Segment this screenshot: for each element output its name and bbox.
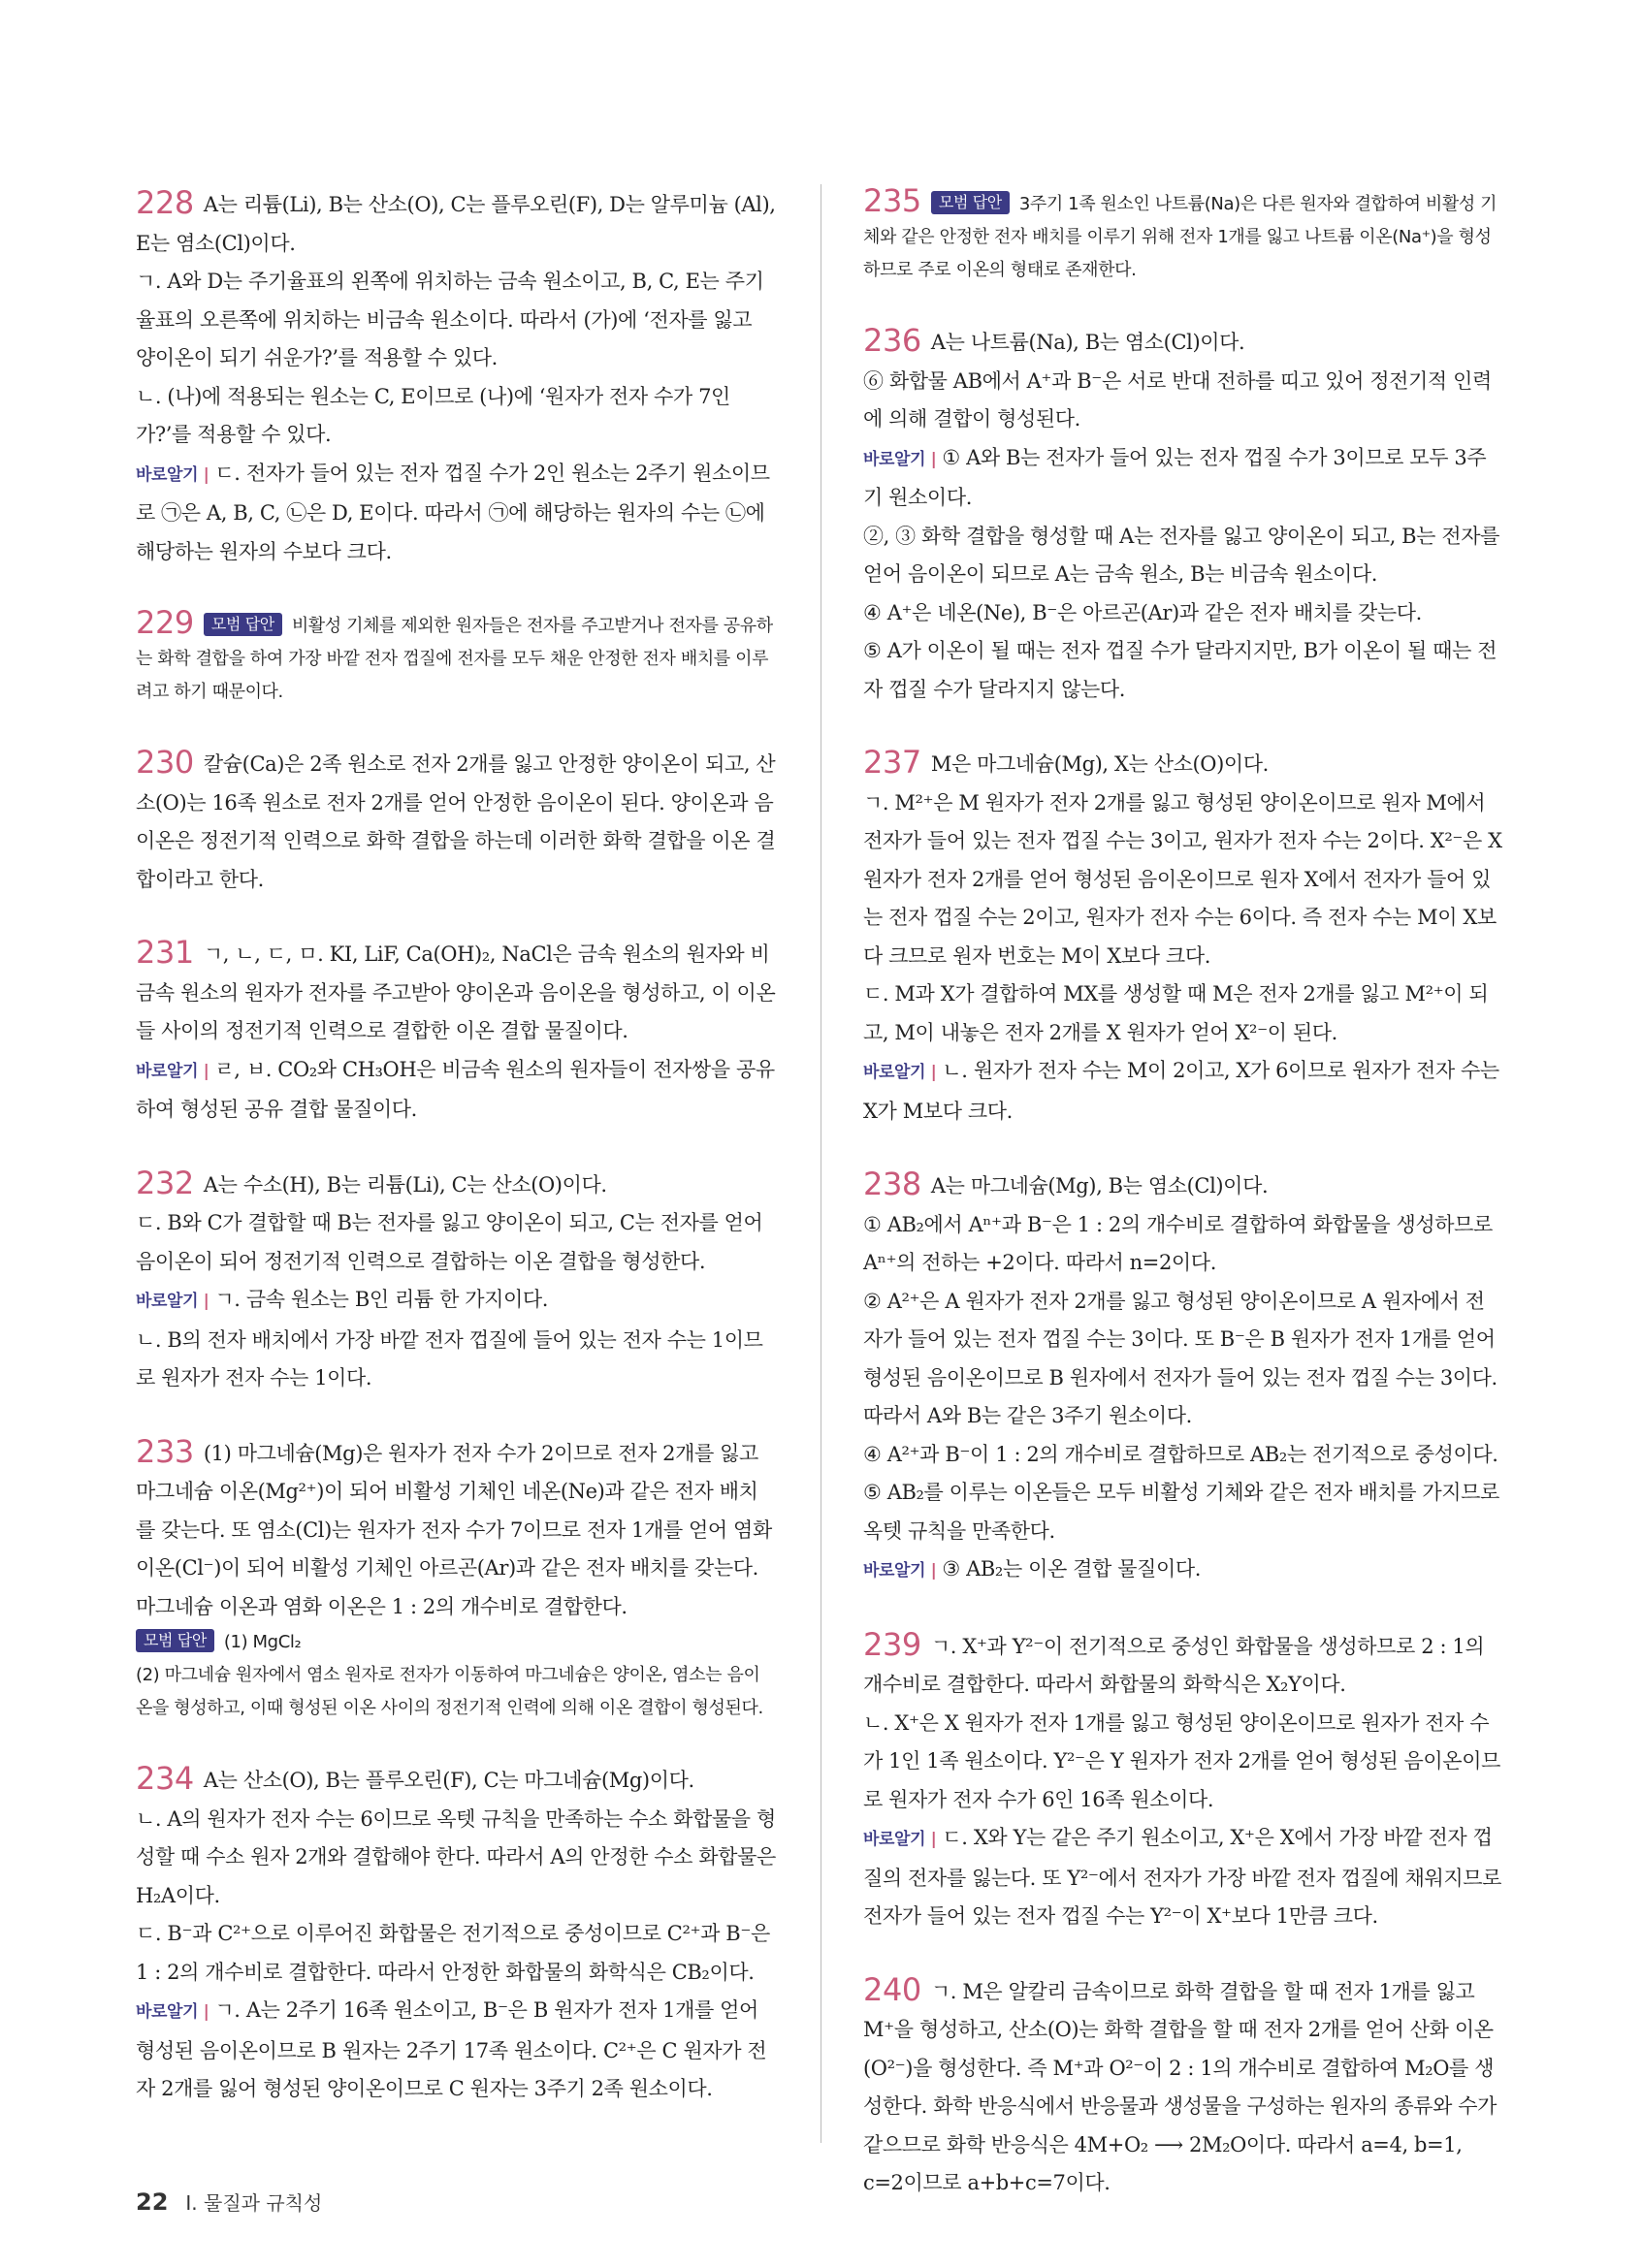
model-answer-text: 비활성 기체를 제외한 원자들은 전자를 주고받거나 전자를 공유하는 화학 결합을 하여 가장 바깥 전자 껍질에 전자를 모두 채운 안정한 전자 배치를 이루려고 하기 때문이다. bbox=[136, 616, 773, 702]
problem-text: ④ A⁺은 네온(Ne), B⁻은 아르곤(Ar)과 같은 전자 배치를 갖는다. bbox=[863, 600, 1422, 624]
problem-number: 233 bbox=[136, 1432, 194, 1470]
fix-label: 바로알기 | bbox=[136, 1292, 209, 1311]
problem-text: ㄷ. M과 X가 결합하여 MX를 생성할 때 M은 전자 2개를 잃고 M²⁺이 되고, M이 내놓은 전자 2개를 X 원자가 얻어 X²⁻이 된다. bbox=[863, 982, 1489, 1044]
problem-230 bbox=[136, 744, 776, 899]
problem-text: ㄴ. A의 원자가 전자 수는 6이므로 옥텟 규칙을 만족하는 수소 화합물을 형성할 때 수소 원자 2개와 결합해야 한다. 따라서 A의 안정한 수소 화합물은 H₂A이다. bbox=[136, 1806, 776, 1907]
problem-text: ⑥ 화합물 AB에서 A⁺과 B⁻은 서로 반대 전하를 띠고 있어 정전기적 인력에 의해 결합이 형성된다. bbox=[863, 368, 1492, 431]
problem-text: ㄱ. M²⁺은 M 원자가 전자 2개를 잃고 형성된 양이온이므로 원자 M에서 전자가 들어 있는 전자 껍질 수는 3이고, 원자가 전자 수는 2이다. X²⁻은 X 원자가 전자 2개를 얻어 형성된 음이온이므로 원자 X에서 전자가 들어 있는 전자 껍질 수는 2이고, 원자가 전자 수는 6이다. 즉 전자 수는 M이 X보다 크므로 원자 번호는 M이 X보다 크다. bbox=[863, 790, 1502, 968]
problem-text: ㄱ. X⁺과 Y²⁻이 전기적으로 중성인 화합물을 생성하므로 2 : 1의 개수비로 결합한다. 따라서 화합물의 화학식은 X₂Y이다. bbox=[863, 1634, 1485, 1696]
problem-text: A는 산소(O), B는 플루오린(F), C는 마그네슘(Mg)이다. bbox=[203, 1769, 694, 1792]
model-answer-text: (1) MgCl₂ bbox=[223, 1632, 302, 1652]
problem-236 bbox=[863, 322, 1503, 709]
problem-text: A는 나트륨(Na), B는 염소(Cl)이다. bbox=[930, 331, 1245, 354]
fix-text: ㄱ. A는 2주기 16족 원소이고, B⁻은 B 원자가 전자 1개를 얻어 형성된 음이온이므로 B 원자는 2주기 17족 원소이다. C²⁺은 C 원자가 전자 2개를 잃어 형성된 양이온이므로 C 원자는 3주기 2족 원소이다. bbox=[136, 1998, 767, 2100]
problem-239 bbox=[863, 1626, 1503, 1936]
fix-text: ㄷ. 전자가 들어 있는 전자 껍질 수가 2인 원소는 2주기 원소이므로 ㉠은 A, B, C, ㉡은 D, E이다. 따라서 ㉠에 해당하는 원자의 수는 ㉡에 해당하는 원자의 수보다 크다. bbox=[136, 461, 770, 563]
fix-text: ㄹ, ㅂ. CO₂와 CH₃OH은 비금속 원소의 원자들이 전자쌍을 공유하여 형성된 공유 결합 물질이다. bbox=[136, 1057, 775, 1121]
fix-text: ㄱ. 금속 원소는 B인 리튬 한 가지이다. bbox=[214, 1288, 549, 1311]
fix-text: ③ AB₂는 이온 결합 물질이다. bbox=[942, 1557, 1202, 1581]
fix-text: ① A와 B는 전자가 들어 있는 전자 껍질 수가 3이므로 모두 3주기 원소이다. bbox=[863, 445, 1487, 509]
problem-text: ⑤ A가 이온이 될 때는 전자 껍질 수가 달라지지만, B가 이온이 될 때는 전자 껍질 수가 달라지지 않는다. bbox=[863, 639, 1497, 701]
fix-label: 바로알기 | bbox=[863, 1561, 936, 1581]
section-title: Ⅰ. 물질과 규칙성 bbox=[185, 2191, 323, 2215]
page-footer bbox=[136, 2188, 322, 2216]
problem-text: A는 수소(H), B는 리튬(Li), C는 산소(O)이다. bbox=[203, 1172, 607, 1197]
problem-text: ㄴ. X⁺은 X 원자가 전자 1개를 잃고 형성된 양이온이므로 원자가 전자 수가 1인 1족 원소이다. Y²⁻은 Y 원자가 전자 2개를 얻어 형성된 음이온이므로 원자가 전자 수가 6인 16족 원소이다. bbox=[863, 1710, 1500, 1811]
problem-text: ②, ③ 화학 결합을 형성할 때 A는 전자를 잃고 양이온이 되고, B는 전자를 얻어 음이온이 되므로 A는 금속 원소, B는 비금속 원소이다. bbox=[863, 524, 1499, 586]
problem-228 bbox=[136, 184, 776, 571]
problem-number: 240 bbox=[863, 1970, 921, 2008]
fix-label: 바로알기 | bbox=[863, 1063, 936, 1082]
problem-number: 230 bbox=[136, 744, 194, 781]
problem-number: 229 bbox=[136, 604, 194, 641]
problem-text: ㄱ. A와 D는 주기율표의 왼쪽에 위치하는 금속 원소이고, B, C, E는 주기율표의 오른쪽에 위치하는 비금속 원소이다. 따라서 (가)에 ‘전자를 잃고 양이온이 되기 쉬운가?’를 적용할 수 있다. bbox=[136, 270, 764, 369]
fix-text: ㄴ. 원자가 전자 수는 M이 2이고, X가 6이므로 원자가 전자 수는 X가 M보다 크다. bbox=[863, 1059, 1499, 1123]
problem-text: 칼슘(Ca)은 2족 원소로 전자 2개를 잃고 안정한 양이온이 되고, 산소(O)는 16족 원소로 전자 2개를 얻어 안정한 음이온이 된다. 양이온과 음이온은 정전기적 인력으로 화학 결합을 하는데 이러한 화학 결합을 이온 결합이라고 한다. bbox=[136, 752, 776, 891]
model-answer-text: (2) 마그네슘 원자에서 염소 원자로 전자가 이동하여 마그네슘은 양이온, 염소는 음이온을 형성하고, 이때 형성된 이온 사이의 정전기적 인력에 의해 이온 결합이 형성된다. bbox=[136, 1665, 763, 1718]
problem-number: 238 bbox=[863, 1166, 921, 1202]
problem-text: (1) 마그네슘(Mg)은 원자가 전자 수가 2이므로 전자 2개를 잃고 마그네슘 이온(Mg²⁺)이 되어 비활성 기체인 네온(Ne)과 같은 전자 배치를 갖는다. 또 염소(Cl)는 원자가 전자 수가 7이므로 전자 1개를 얻어 염화 이온(Cl⁻)이 되어 비활성 기체인 아르곤(Ar)과 같은 전자 배치를 갖는다. 마그네슘 이온과 염화 이온은 1 : 2의 개수비로 결합한다. bbox=[136, 1441, 772, 1618]
fix-label: 바로알기 | bbox=[136, 1062, 209, 1081]
problem-number: 234 bbox=[136, 1760, 194, 1797]
left-column bbox=[136, 184, 776, 2144]
problem-232 bbox=[136, 1165, 776, 1398]
model-answer-badge: 모범 답안 bbox=[931, 191, 1010, 214]
problem-text: A는 리튬(Li), B는 산소(O), C는 플루오린(F), D는 알루미늄 (Al), E는 염소(Cl)이다. bbox=[136, 193, 776, 255]
problem-text: ㄱ, ㄴ, ㄷ, ㅁ. KI, LiF, Ca(OH)₂, NaCl은 금속 원소의 원자와 비금속 원소의 원자가 전자를 주고받아 양이온과 음이온을 형성하고, 이 이온들 사이의 정전기적 인력으로 결합한 이온 결합 물질이다. bbox=[136, 942, 776, 1042]
problem-number: 237 bbox=[863, 744, 921, 781]
problem-number: 239 bbox=[863, 1625, 921, 1663]
problem-number: 236 bbox=[863, 322, 921, 359]
problem-text: ④ A²⁺과 B⁻이 1 : 2의 개수비로 결합하므로 AB₂는 전기적으로 중성이다. bbox=[863, 1442, 1498, 1466]
problem-text: ㄷ. B와 C가 결합할 때 B는 전자를 잃고 양이온이 되고, C는 전자를 얻어 음이온이 되어 정전기적 인력으로 결합하는 이온 결합을 형성한다. bbox=[136, 1211, 763, 1273]
problem-231 bbox=[136, 934, 776, 1130]
model-answer-text: 3주기 1족 원소인 나트륨(Na)은 다른 원자와 결합하여 비활성 기체와 같은 안정한 전자 배치를 이루기 위해 전자 1개를 잃고 나트륨 이온(Na⁺)을 형성하므로 주로 이온의 형태로 존재한다. bbox=[863, 194, 1497, 280]
model-answer-badge: 모범 답안 bbox=[136, 1629, 214, 1652]
problem-text: ㄱ. M은 알칼리 금속이므로 화학 결합을 할 때 전자 1개를 잃고 M⁺을 형성하고, 산소(O)는 화학 결합을 할 때 전자 2개를 얻어 산화 이온(O²⁻)을 형성한다. 즉 M⁺과 O²⁻이 2 : 1의 개수비로 결합하여 M₂O를 생성한다. 화학 반응식에서 반응물과 생성물을 구성하는 원자의 종류와 수가 같으므로 화학 반응식은 4M+O₂ ⟶ 2M₂O이다. 따라서 a=4, b=1, c=2이므로 a+b+c=7이다. bbox=[863, 1979, 1497, 2194]
problem-text: ① AB₂에서 Aⁿ⁺과 B⁻은 1 : 2의 개수비로 결합하여 화합물을 생성하므로 Aⁿ⁺의 전하는 +2이다. 따라서 n=2이다. bbox=[863, 1212, 1493, 1274]
right-column bbox=[863, 184, 1503, 2238]
fix-label: 바로알기 | bbox=[863, 450, 936, 469]
problem-text: ㄷ. B⁻과 C²⁺으로 이루어진 화합물은 전기적으로 중성이므로 C²⁺과 B⁻은 1 : 2의 개수비로 결합한다. 따라서 안정한 화합물의 화학식은 CB₂이다. bbox=[136, 1922, 770, 1984]
fix-label: 바로알기 | bbox=[863, 1830, 936, 1849]
problem-229 bbox=[136, 606, 776, 709]
problem-238 bbox=[863, 1166, 1503, 1591]
fix-label: 바로알기 | bbox=[136, 2002, 209, 2022]
problem-number: 228 bbox=[136, 184, 194, 221]
problem-235 bbox=[863, 184, 1503, 287]
problem-text: M은 마그네슘(Mg), X는 산소(O)이다. bbox=[930, 752, 1269, 776]
problem-text: ㄴ. B의 전자 배치에서 가장 바깥 전자 껍질에 들어 있는 전자 수는 1이므로 원자가 전자 수는 1이다. bbox=[136, 1327, 763, 1390]
model-answer-badge: 모범 답안 bbox=[204, 613, 282, 636]
fix-label: 바로알기 | bbox=[136, 465, 209, 485]
problem-234 bbox=[136, 1760, 776, 2109]
problem-240 bbox=[863, 1971, 1503, 2203]
problem-number: 232 bbox=[136, 1164, 194, 1201]
problem-237 bbox=[863, 744, 1503, 1131]
problem-text: A는 마그네슘(Mg), B는 염소(Cl)이다. bbox=[930, 1174, 1269, 1198]
problem-number: 235 bbox=[863, 182, 921, 219]
problem-text: ⑤ AB₂를 이루는 이온들은 모두 비활성 기체와 같은 전자 배치를 가지므로 옥텟 규칙을 만족한다. bbox=[863, 1481, 1499, 1543]
problem-233 bbox=[136, 1433, 776, 1726]
problem-text: ㄴ. (나)에 적용되는 원소는 C, E이므로 (나)에 ‘원자가 전자 수가 7인가?’를 적용할 수 있다. bbox=[136, 384, 730, 446]
problem-number: 231 bbox=[136, 934, 194, 971]
fix-text: ㄷ. X와 Y는 같은 주기 원소이고, X⁺은 X에서 가장 바깥 전자 껍질의 전자를 잃는다. 또 Y²⁻에서 전자가 가장 바깥 전자 껍질에 채워지므로 전자가 들어 있는 전자 껍질 수는 Y²⁻이 X⁺보다 1만큼 크다. bbox=[863, 1826, 1502, 1928]
problem-text: ② A²⁺은 A 원자가 전자 2개를 잃고 형성된 양이온이므로 A 원자에서 전자가 들어 있는 전자 껍질 수는 3이다. 또 B⁻은 B 원자가 전자 1개를 얻어 형성된 음이온이므로 B 원자에서 전자가 들어 있는 전자 껍질 수는 3이다. 따라서 A와 B는 같은 3주기 원소이다. bbox=[863, 1289, 1497, 1427]
page-number: 22 bbox=[136, 2188, 169, 2216]
